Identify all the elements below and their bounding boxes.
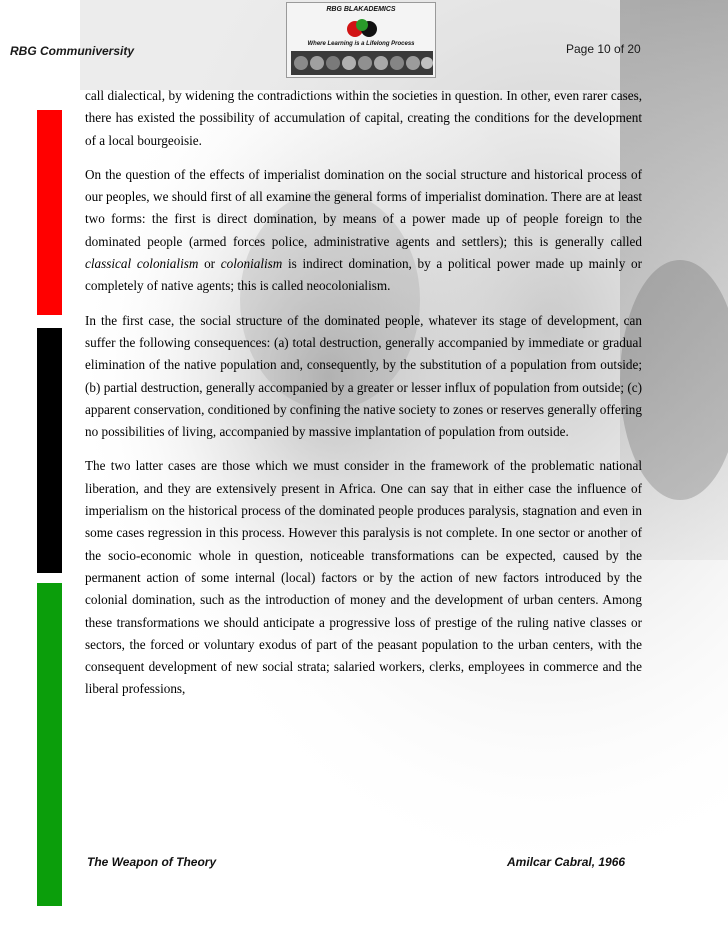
italic-term: classical colonialism: [85, 256, 199, 272]
paragraph: [85, 164, 642, 298]
red-flag-bar: [37, 110, 62, 315]
text-run: The two latter cases are those which we must consider in the framework of the problematic national liberation, and they are extensively present in Africa. One can say that in either case the influence of imperialism on the historical process of the dominated people produces paralysis, stagnation and even in some cases regression in this process. However this paralysis is not complete. In one sector or another of the socio-economic whole in question, noticeable transformations can be expected, caused by the permanent action of some internal (local) factors or by the action of new factors introduced by the colonial domination, such as the introduction of money and the development of urban centers. Among these transformations we should anticipate a progressive loss of prestige of the ruling native classes or sectors, the forced or voluntary exodus of part of the peasant population to the urban centers, with the consequent development of new social strata; salaried workers, clerks, employees in commerce and the liberal professions,: [85, 458, 642, 697]
footer-title: The Weapon of Theory: [87, 855, 217, 869]
text-run: In the first case, the social structure of the dominated people, whatever its stage of development, can suffer the following consequences: (a) total destruction, generally accompanied by immediate or gradual elimination of the native population and, consequently, by the substitution of a population from outside; (b) partial destruction, generally accompanied by a greater or lesser influx of population from outside; (c) apparent conservation, conditioned by confining the native society to zones or reserves generally offering no possibilities of living, accompanied by massive implantation of population from outside.: [85, 312, 642, 440]
black-flag-bar: [37, 328, 62, 573]
rbg-logo: [286, 2, 436, 78]
paragraph: [85, 455, 642, 700]
text-run: call dialectical, by widening the contradictions within the societies in question. In other, even rarer cases, there has existed the possibility of accumulation of capital, creating the conditions for the development of a local bourgeoisie.: [85, 88, 642, 148]
header-site-name: RBG Communiversity: [10, 44, 135, 58]
logo-tagline: Where Learning is a Lifelong Process: [307, 41, 415, 47]
green-flag-bar: [37, 583, 62, 906]
logo-title: RBG BLAKADEMICS: [326, 6, 396, 13]
text-run: is indirect domination, by a political power made up mainly or completely of native agents; this is called neocolonialism.: [85, 256, 642, 294]
text-run: or: [198, 256, 221, 272]
paragraph: [85, 85, 642, 152]
paragraph: [85, 310, 642, 444]
italic-term: colonialism: [220, 256, 283, 272]
page-number: Page 10 of 20: [566, 42, 641, 56]
footer-author: Amilcar Cabral, 1966: [507, 855, 626, 869]
text-run: On the question of the effects of imperialist domination on the social structure and historical process of our peoples, we should first of all examine the general forms of imperialist domination. There are at least two forms: the first is direct domination, by means of a power made up of people foreign to the dominated people (armed forces police, administrative agents and settlers); this is generally called: [85, 166, 642, 249]
body-text: [85, 85, 642, 713]
